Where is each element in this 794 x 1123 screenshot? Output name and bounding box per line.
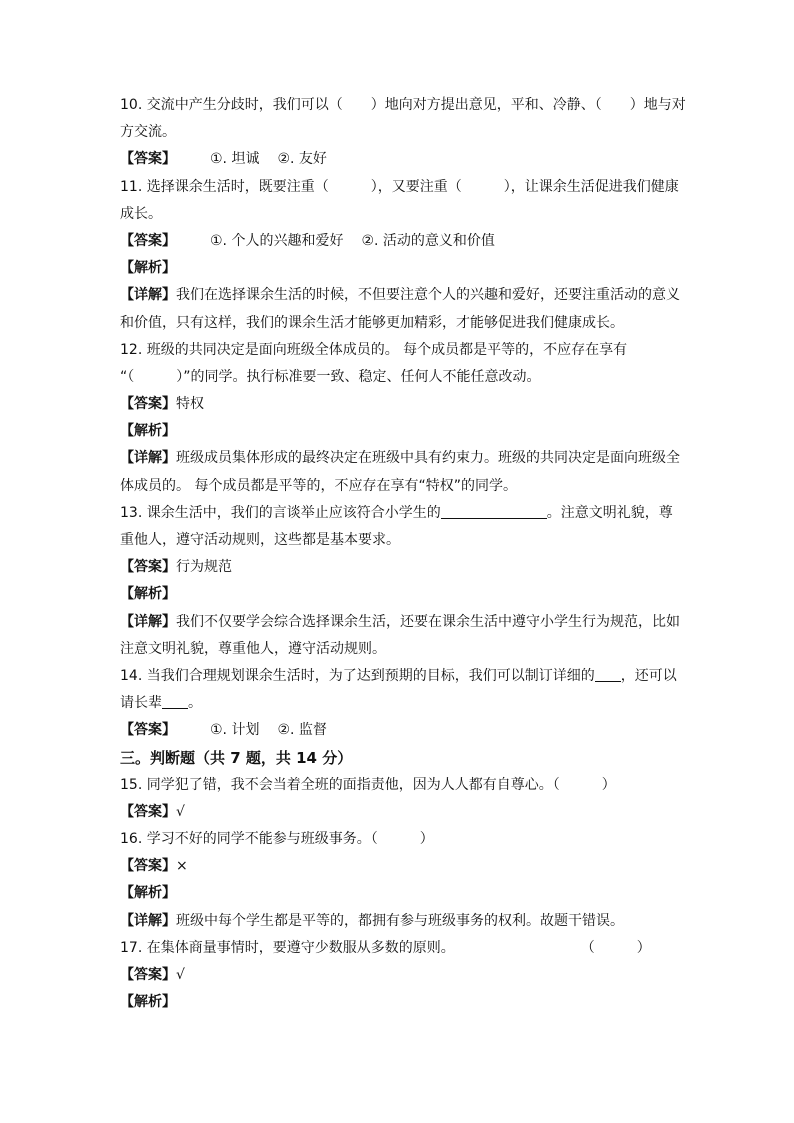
question-text: 13. 课余生活中，我们的言谈举止应该符合小学生的: [120, 504, 441, 521]
question-17-analysis-tag: 【解析】: [120, 994, 176, 1011]
detail-text: 我们在选择课余生活的时候，不但要注意个人的兴趣和爱好，还要注重活动的意义: [176, 287, 680, 304]
question-12-detail-2: 体成员的。 每个成员都是平等的，不应存在享有“特权”的同学。: [120, 477, 517, 494]
question-14-line-2: [120, 690, 680, 717]
question-12-detail-1: [120, 445, 680, 472]
question-10-line-1: 10. 交流中产生分歧时，我们可以（ ）地向对方提出意见，平和、冷静、（ ）地与对: [120, 97, 686, 113]
detail-tag: 【详解】: [120, 450, 176, 467]
question-13-answer: [120, 554, 680, 581]
answer-text: 特权: [176, 396, 204, 413]
question-13-line-1: [120, 500, 680, 527]
question-16-detail-1: [120, 908, 680, 935]
answer-1: ①. 个人的兴趣和爱好: [210, 232, 344, 249]
question-13-analysis-tag: 【解析】: [120, 586, 176, 603]
fill-blank: [595, 667, 621, 682]
question-17-line-1: [120, 935, 680, 962]
question-text: 14. 当我们合理规划课余生活时，为了达到预期的目标，我们可以制订详细的: [120, 667, 595, 684]
answer-text: ×: [176, 858, 188, 875]
section-3-title: 三。判断题（共 7 题，共 14 分）: [120, 748, 353, 767]
question-10-answer: [120, 146, 680, 173]
answer-text: √: [176, 803, 185, 820]
answer-text: √: [176, 967, 185, 983]
answer-tag: 【答案】: [120, 803, 176, 820]
answer-tag: 【答案】: [120, 722, 176, 739]
answer-text: 行为规范: [176, 559, 232, 576]
question-text: 请长辈: [120, 695, 162, 712]
question-14-answer: [120, 717, 680, 744]
question-text: 。: [188, 695, 202, 712]
question-16-answer: [120, 853, 680, 880]
question-13-detail-1: [120, 609, 680, 636]
question-11-detail-2: 和价值，只有这样，我们的课余生活才能够更加精彩，才能够促进我们健康成长。: [120, 314, 624, 331]
detail-text: 班级中每个学生都是平等的，都拥有参与班级事务的权利。故题干错误。: [176, 912, 624, 929]
judgment-bracket: （ ）: [580, 939, 651, 956]
question-11-detail-1: [120, 282, 680, 309]
question-text: 17. 在集体商量事情时，要遵守少数服从多数的原则。: [120, 939, 455, 956]
detail-tag: 【详解】: [120, 613, 176, 630]
answer-2: ②. 监督: [277, 722, 327, 739]
answer-tag: 【答案】: [120, 559, 176, 576]
answer-tag: 【答案】: [120, 858, 176, 875]
fill-blank: [162, 694, 188, 709]
question-12-analysis-tag: 【解析】: [120, 423, 176, 440]
answer-tag: 【答案】: [120, 151, 176, 168]
document-page: [120, 92, 686, 1016]
detail-tag: 【详解】: [120, 912, 176, 929]
question-16-analysis-tag: 【解析】: [120, 885, 176, 902]
question-11-analysis-tag: 【解析】: [120, 260, 176, 277]
question-text: ，还可以: [620, 667, 677, 684]
fill-blank: [441, 504, 547, 519]
question-17-answer: [120, 962, 680, 989]
question-15-line-1: 15. 同学犯了错，我不会当着全班的面指责他，因为人人都有自尊心。（ ）: [120, 776, 616, 793]
question-15-answer: [120, 799, 680, 826]
answer-1: ①. 坦诚: [210, 151, 260, 168]
answer-2: ②. 友好: [277, 151, 327, 168]
question-11-line-1: 11. 选择课余生活时，既要注重（ ），又要注重（ ），让课余生活促进我们健康: [120, 178, 679, 195]
question-13-line-2: 重他人，遵守活动规则，这些都是基本要求。: [120, 532, 400, 548]
question-16-line-1: 16. 学习不好的同学不能参与班级事务。（ ）: [120, 831, 434, 848]
answer-tag: 【答案】: [120, 967, 176, 983]
question-11-answer: [120, 228, 680, 255]
answer-tag: 【答案】: [120, 232, 176, 249]
answer-2: ②. 活动的意义和价值: [361, 232, 495, 249]
answer-1: ①. 计划: [210, 722, 260, 739]
detail-text: 班级成员集体形成的最终决定在班级中具有约束力。班级的共同决定是面向班级全: [176, 450, 680, 467]
question-12-answer: [120, 391, 680, 418]
question-14-line-1: [120, 663, 680, 690]
question-11-line-2: 成长。: [120, 205, 162, 222]
answer-tag: 【答案】: [120, 396, 176, 413]
question-12-line-1: 12. 班级的共同决定是面向班级全体成员的。 每个成员都是平等的，不应存在享有: [120, 341, 628, 358]
detail-tag: 【详解】: [120, 287, 176, 304]
question-12-line-2: “（ ）”的同学。执行标准要一致、稳定、任何人不能任意改动。: [120, 368, 541, 385]
question-text: 。注意文明礼貌，尊: [546, 504, 673, 521]
question-10-line-2: 方交流。: [120, 124, 176, 141]
detail-text: 我们不仅要学会综合选择课余生活，还要在课余生活中遵守小学生行为规范，比如: [176, 613, 680, 630]
question-13-detail-2: 注意文明礼貌，尊重他人，遵守活动规则。: [120, 640, 386, 657]
